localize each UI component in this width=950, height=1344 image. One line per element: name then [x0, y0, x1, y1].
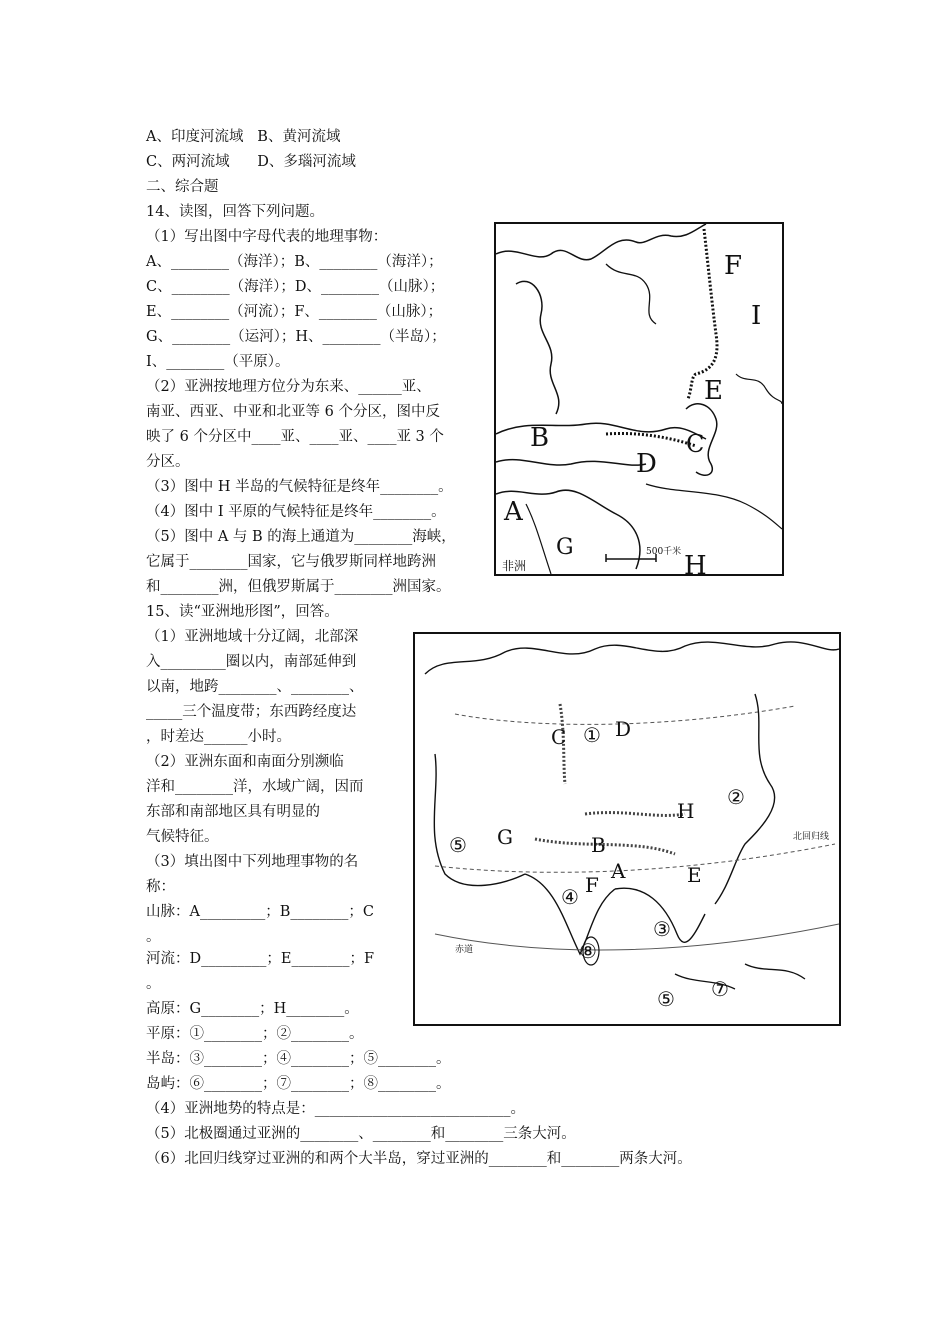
q15-3-islands: 岛屿：⑥________；⑦________；⑧________。: [146, 1076, 451, 1092]
q15-3-rivers-end: 。: [146, 976, 161, 992]
q15-1-line5: ，时差达______小时。: [146, 729, 291, 745]
map-q14-label-I: I: [751, 301, 762, 331]
map-q15-label-n5b: ⑤: [657, 987, 675, 1011]
q14-1-cd: C、________（海洋）；D、________（山脉）；: [146, 279, 445, 295]
q14-5-line2: 它属于________国家，它与俄罗斯同样地跨洲: [146, 554, 436, 570]
q15-2-line2: 洋和________洋，水域广阔，因而: [146, 779, 364, 795]
q15-1-line2: 入_________圈以内，南部延伸到: [146, 654, 357, 670]
q14-1-ab: A、________（海洋）；B、________（海洋）；: [146, 254, 443, 270]
q14-1-i: I、________（平原）。: [146, 354, 290, 370]
map-q15-drawing: [415, 634, 839, 1024]
map-q14-label-E: E: [704, 376, 723, 406]
map-q14-label-G: G: [556, 535, 574, 560]
q15-3-line1: （3）填出图中下列地理事物的名: [146, 854, 359, 870]
q15-1-line1: （1）亚洲地域十分辽阔，北部深: [146, 629, 359, 645]
q14-2-line1: （2）亚洲按地理方位分为东来、______亚、: [146, 379, 431, 395]
q15-1-line3: 以南，地跨________、________、: [146, 679, 364, 695]
map-q14-label-H: H: [684, 551, 707, 574]
map-q15-label-B: B: [591, 833, 606, 857]
map-q15-label-n7: ⑦: [711, 977, 729, 1001]
map-q14-drawing: [496, 224, 782, 574]
map-q15-label-E: E: [687, 863, 702, 887]
q14-3: （3）图中 H 半岛的气候特征是终年________。: [146, 479, 453, 495]
map-q15-tropic-label: 北回归线: [793, 832, 830, 842]
q15-3-mountains-end: 。: [146, 929, 161, 945]
q15-3-plateaus: 高原：G________；H________。: [146, 1001, 359, 1017]
q15-3-peninsulas: 半岛：③________；④________；⑤________。: [146, 1051, 451, 1067]
map-q15-label-A: A: [611, 859, 626, 883]
q15-3-mountains: 山脉：A_________；B________；C: [146, 904, 374, 920]
q14-1: （1）写出图中字母代表的地理事物：: [146, 229, 388, 245]
map-q14: [494, 222, 784, 576]
map-q14-scale: 500千米: [646, 547, 682, 557]
q15-title: 15、读“亚洲地形图”，回答。: [146, 604, 339, 620]
q15-2-line1: （2）亚洲东面和南面分别濒临: [146, 754, 344, 770]
q14-4: （4）图中 I 平原的气候特征是终年________。: [146, 504, 446, 520]
q15-4: （4）亚洲地势的特点是：___________________________。: [146, 1101, 525, 1117]
map-q15-label-n2: ②: [727, 785, 745, 809]
option-ab: A、印度河流域 B、黄河流域: [146, 129, 341, 145]
map-q15-label-D: D: [615, 717, 632, 741]
map-q14-africa-label: 非洲: [502, 559, 527, 573]
map-q15-label-C: C: [551, 725, 567, 749]
map-q15-label-n3: ③: [653, 917, 671, 941]
q15-5: （5）北极圈通过亚洲的________、________和________三条大河。: [146, 1126, 576, 1142]
q15-1-line4: _____三个温度带；东西跨经度达: [146, 704, 357, 720]
map-q15: [413, 632, 841, 1026]
map-q15-label-n1: ①: [583, 723, 601, 747]
section-heading: 二、综合题: [146, 179, 219, 195]
map-q15-equator-label: 赤道: [455, 945, 474, 955]
q14-title: 14、读图，回答下列问题。: [146, 204, 324, 220]
map-q15-label-n5a: ⑤: [449, 833, 467, 857]
map-q14-label-A: A: [504, 497, 523, 527]
map-q14-label-B: B: [530, 423, 550, 453]
q14-2-line3: 映了 6 个分区中____亚、____亚、____亚 3 个: [146, 429, 444, 445]
q14-2-line4: 分区。: [146, 454, 190, 470]
q14-5-line1: （5）图中 A 与 B 的海上通道为________海峡，: [146, 529, 456, 545]
map-q15-label-n4: ④: [561, 885, 579, 909]
q14-1-ef: E、________（河流）；F、________（山脉）；: [146, 304, 443, 320]
q15-3-plains: 平原：①________；②________。: [146, 1026, 364, 1042]
q15-3-line2: 称：: [146, 879, 175, 895]
q15-2-line3: 东部和南部地区具有明显的: [146, 804, 320, 820]
q14-5-line3: 和________洲，但俄罗斯属于________洲国家。: [146, 579, 451, 595]
map-q15-label-H: H: [677, 799, 695, 823]
q14-2-line2: 南亚、西亚、中亚和北亚等 6 个分区，图中反: [146, 404, 440, 420]
q15-2-line4: 气候特征。: [146, 829, 219, 845]
map-q15-label-G: G: [497, 825, 513, 849]
map-q15-label-n8: ⑧: [579, 939, 597, 963]
q15-6: （6）北回归线穿过亚洲的和两个大半岛，穿过亚洲的________和________两条大河。: [146, 1151, 692, 1167]
map-q14-label-C: C: [686, 430, 705, 458]
map-q14-label-F: F: [724, 251, 743, 281]
map-q14-label-D: D: [636, 449, 657, 479]
q15-3-rivers: 河流：D_________；E________；F: [146, 951, 375, 967]
q14-1-gh: G、________（运河）；H、________（半岛）；: [146, 329, 446, 345]
option-cd: C、两河流域 D、多瑙河流域: [146, 154, 356, 170]
map-q15-label-F: F: [585, 873, 599, 897]
